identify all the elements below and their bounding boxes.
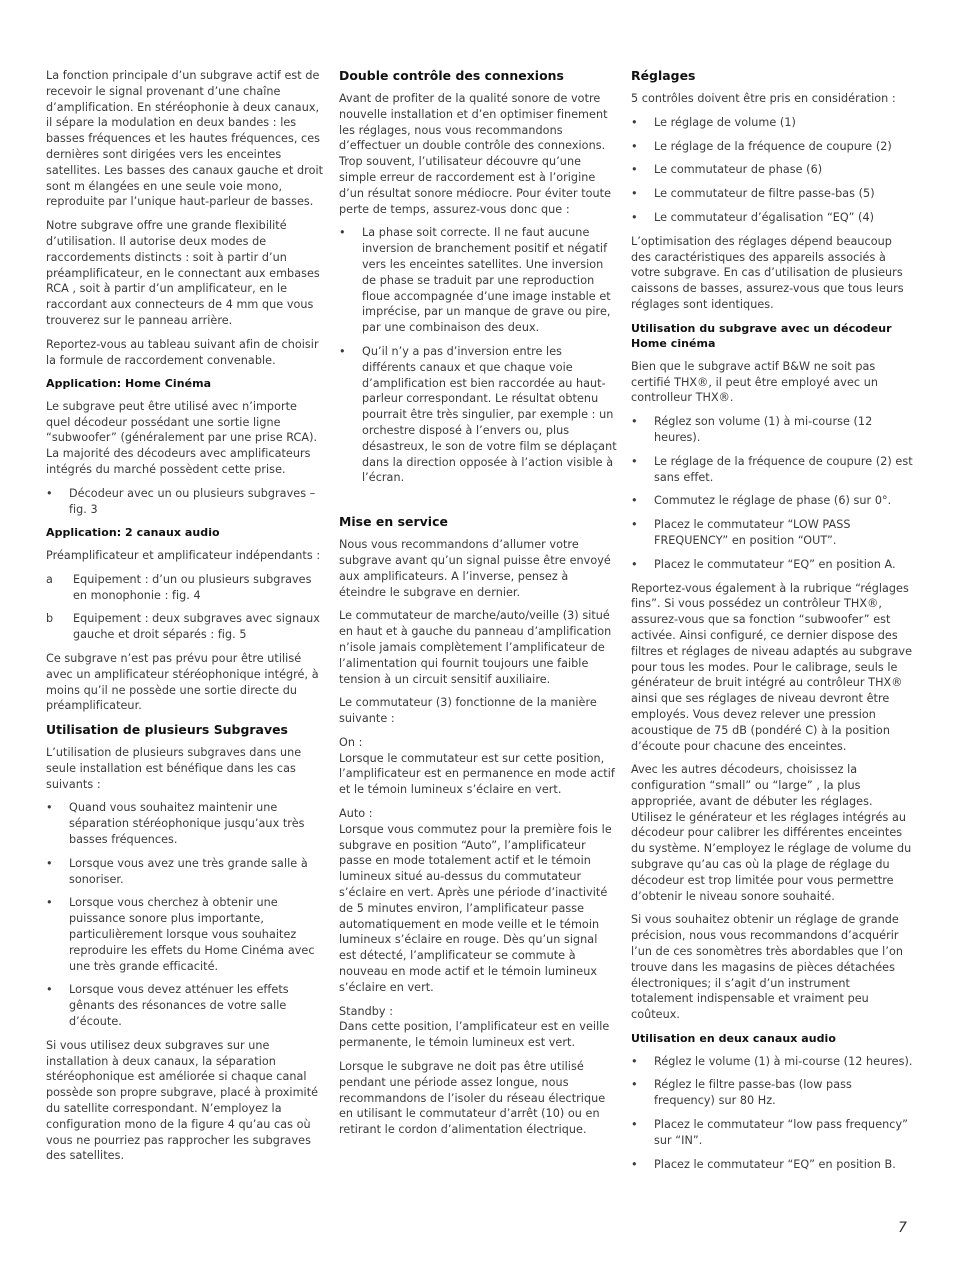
mode-auto	[339, 806, 617, 996]
mode-auto-text: Lorsque vous commutez pour la première fois le subgrave en position “Auto”, l’amplificateur passe en mode totalement actif et le témoin lumineux situé au-dessus du commutateur s’éclaire en vert. Après une période d’inactivité de 5 minutes environ, l’amplificateur passe automatiquement en mode veille et le témoin lumineux s’éclaire en rouge. Dès qu’un signal est détecté, l’amplificateur se commute à nouveau en mode actif et le témoin lumineux s’éclaire en vert.	[339, 822, 612, 994]
bullet-list	[631, 115, 913, 226]
list-item-text: Lorsque vous cherchez à obtenir une puissance sonore plus importante, particulièrement lorsque vous souhaitez reproduire les effets du Home Cinéma avec une très grande efficacité.	[69, 896, 315, 973]
list-item	[46, 486, 324, 518]
list-item	[631, 115, 913, 131]
paragraph: Le subgrave peut être utilisé avec n’importe quel décodeur possédant une sortie ligne “subwoofer” (généralement par une prise RCA). La majorité des décodeurs avec amplificateurs intégrés du marché possèdent cette prise.	[46, 399, 318, 477]
paragraph: L’utilisation de plusieurs subgraves dans une seule installation est bénéfique dans les cas suivants :	[46, 746, 302, 791]
list-item	[46, 611, 324, 643]
mode-auto-label: Auto :	[339, 807, 373, 821]
list-item-text: Le réglage de la fréquence de coupure (2) est sans effet.	[654, 454, 913, 484]
paragraph: Le commutateur (3) fonctionne de la manière suivante :	[339, 696, 597, 726]
paragraph: Reportez-vous également à la rubrique “réglages fins”. Si vous possédez un contrôleur THX®, assurez-vous que sa fonction “subwoofer” est activée. Ainsi configuré, ce dernier dispose des filtres et réglages de niveau adaptés au subgrave pour tous les modes. Pour le calibrage, seuls le générateur de bruit intégré au contrôleur THX® ainsi que ses réglages de niveau devront être employés. Vous devez relever une pression acoustique de 75 dB (pondéré C) à la position d’écoute pour chacune des enceintes.	[631, 581, 913, 753]
list-item	[631, 1117, 913, 1149]
paragraph: Lorsque le subgrave ne doit pas être utilisé pendant une période assez longue, nous recommandons de l’isoler du réseau électrique en utilisant le commutateur d’arrêt (10) ou en retirant le cordon d’alimentation électrique.	[339, 1060, 606, 1137]
list-item-text: Qu’il n’y a pas d’inversion entre les différents canaux et que chaque voie d’amplification est bien raccordée au haut-parleur correspondant. Le résultat obtenu pourrait être très singulier, par exemple : un orchestre disposé à l’envers ou, plus désastreux, le son de votre film se déplaçant dans la direction opposée à l’action visible à l’écran.	[362, 344, 617, 485]
list-item	[631, 1077, 913, 1109]
paragraph: Reportez-vous au tableau suivant afin de choisir la formule de raccordement convenable.	[46, 337, 319, 367]
list-item	[631, 162, 913, 178]
column-3	[631, 68, 913, 1180]
list-item	[631, 454, 913, 486]
paragraph: Le commutateur de marche/auto/veille (3) situé en haut et à gauche du panneau d’amplification n’isole jamais complètement l’amplificateur de l’alimentation qui fournit toujours une faible tension à un circuit sensitif auxiliaire.	[339, 609, 612, 686]
list-item	[339, 344, 617, 486]
subheading-decodeur: Utilisation du subgrave avec un décodeur Home cinéma	[631, 321, 892, 351]
bullet-marker: •	[631, 494, 638, 508]
bullet-list	[46, 800, 324, 1029]
list-item	[46, 856, 324, 888]
heading-reglages: Réglages	[631, 68, 696, 83]
column-2	[339, 68, 617, 1146]
bullet-list	[631, 414, 913, 572]
mode-standby-text: Dans cette position, l’amplificateur est en veille permanente, le témoin lumineux est vert.	[339, 1020, 610, 1050]
list-item	[339, 225, 617, 336]
bullet-marker: •	[46, 896, 53, 910]
list-item-text: Placez le commutateur “LOW PASS FREQUENCY” en position “OUT”.	[654, 518, 851, 547]
bullet-list	[631, 1054, 913, 1173]
list-item-text: Commutez le réglage de phase (6) sur 0°.	[654, 494, 892, 508]
list-item-text: La phase soit correcte. Il ne faut aucune inversion de branchement positif et négatif vers les enceintes satellites. Une inversion de phase se traduit par une reproduction floue accompagnée d’une image instable et imprécise, par un manque de grave ou pire, par une combinaison des deux.	[362, 226, 611, 335]
bullet-marker: •	[631, 1078, 638, 1092]
subheading-deux-canaux: Utilisation en deux canaux audio	[631, 1032, 836, 1046]
paragraph: L’optimisation des réglages dépend beaucoup des caractéristiques des appareils associés à votre subgrave. En cas d’utilisation de plusieurs caissons de basses, assurez-vous que tous leurs réglages sont identiques.	[631, 234, 904, 311]
list-item	[631, 139, 913, 155]
heading-double-controle: Double contrôle des connexions	[339, 68, 564, 83]
list-item	[46, 982, 324, 1029]
list-item-text: Le commutateur d’égalisation “EQ” (4)	[654, 210, 875, 224]
bullet-marker: •	[631, 1054, 638, 1068]
list-item-text: Réglez le volume (1) à mi-course (12 heures).	[654, 1054, 913, 1068]
list-item-text: Placez le commutateur “low pass frequency” sur “IN”.	[654, 1117, 908, 1147]
bullet-marker: •	[339, 226, 346, 240]
bullet-marker: •	[631, 115, 638, 129]
bullet-list	[339, 225, 617, 486]
paragraph: La fonction principale d’un subgrave actif est de recevoir le signal provenant d’une chaîne d’amplification. En stéréophonie à deux canaux, il sépare la modulation en deux bandes : les basses fréquences et les hautes fréquences, ces dernières sont dirigées vers les enceintes satellites. Les basses des canaux gauche et droit sont m élangées en une seule voie mono, reproduite par l’unique haut-parleur de basses.	[46, 69, 324, 209]
bullet-marker: •	[631, 163, 638, 177]
paragraph: Notre subgrave offre une grande flexibilité d’utilisation. Il autorise deux modes de raccordements distincts : soit à partir d’un préamplificateur, en le connectant aux embases RCA , soit à partir d’un amplificateur, en le raccordant aux connecteurs de 4 mm que vous trouverez sur le panneau arrière.	[46, 219, 320, 327]
paragraph: Nous vous recommandons d’allumer votre subgrave avant qu’un signal puisse être envoyé aux amplificateurs. A l’inverse, pensez à éteindre le subgrave en dernier.	[339, 538, 611, 599]
list-item-text: Equipement : deux subgraves avec signaux gauche et droit séparés : fig. 5	[73, 612, 320, 642]
bullet-marker: •	[631, 139, 638, 153]
list-item	[631, 1157, 913, 1173]
spacer	[339, 494, 617, 514]
mode-on-text: Lorsque le commutateur est sur cette position, l’amplificateur est en permanence en mode actif et le témoin lumineux s’éclaire en vert.	[339, 751, 615, 797]
subheading-home-cinema: Application: Home Cinéma	[46, 377, 212, 391]
bullet-marker: •	[339, 344, 346, 358]
list-letter: a	[46, 572, 53, 586]
paragraph: Si vous souhaitez obtenir un réglage de grande précision, nous vous recommandons d’acquérir l’un de ces sonomètres très abordables que l’on trouve dans les magasins de pièces détachées électroniques; il s’agit d’un instrument totalement indispensable et vraiment peu coûteux.	[631, 913, 903, 1022]
bullet-marker: •	[631, 1157, 638, 1171]
bullet-marker: •	[631, 518, 638, 532]
list-item	[631, 186, 913, 202]
bullet-marker: •	[631, 187, 638, 201]
list-item-text: Le réglage de volume (1)	[654, 115, 796, 129]
list-item-text: Placez le commutateur “EQ” en position A.	[654, 557, 896, 571]
list-item	[631, 517, 913, 549]
bullet-marker: •	[46, 983, 53, 997]
list-letter: b	[46, 612, 54, 626]
list-item	[46, 895, 324, 974]
subheading-2-canaux: Application: 2 canaux audio	[46, 526, 220, 540]
list-item-text: Le commutateur de filtre passe-bas (5)	[654, 187, 875, 201]
paragraph: Si vous utilisez deux subgraves sur une installation à deux canaux, la séparation stéréophonique est améliorée si chaque canal possède son propre subgrave, placé à proximité du satellite correspondant. N’employez la configuration mono de la figure 4 qu’au cas où vous ne pourriez pas rapprocher les subgraves des satellites.	[46, 1038, 319, 1163]
heading-plusieurs-subgraves: Utilisation de plusieurs Subgraves	[46, 722, 288, 738]
list-item	[631, 1054, 913, 1070]
list-item	[631, 557, 913, 573]
bullet-marker: •	[46, 856, 53, 870]
list-item-text: Réglez son volume (1) à mi-course (12 heures).	[654, 415, 873, 444]
bullet-marker: •	[631, 415, 638, 429]
bullet-marker: •	[631, 454, 638, 468]
paragraph: Ce subgrave n’est pas prévu pour être utilisé avec un amplificateur stéréophonique intégré, à moins qu’il ne possède une sortie directe du préamplificateur.	[46, 651, 319, 713]
list-item	[631, 493, 913, 509]
list-item-text: Lorsque vous avez une très grande salle à sonoriser.	[69, 856, 308, 886]
list-item-text: Quand vous souhaitez maintenir une séparation stéréophonique jusqu’aux très basses fréquences.	[69, 801, 305, 847]
bullet-marker: •	[631, 1117, 638, 1131]
list-item	[631, 210, 913, 226]
paragraph: Bien que le subgrave actif B&W ne soit pas certifié THX®, il peut être employé avec un controlleur THX®.	[631, 359, 878, 405]
list-item-text: Le commutateur de phase (6)	[654, 163, 823, 177]
list-item	[46, 572, 324, 604]
mode-standby-label: Standby :	[339, 1004, 394, 1018]
mode-on-label: On :	[339, 735, 363, 749]
list-item-text: Lorsque vous devez atténuer les effets gênants des résonances de votre salle d’écoute.	[69, 983, 289, 1029]
list-item-text: Placez le commutateur “EQ” en position B.	[654, 1157, 896, 1171]
bullet-marker: •	[631, 557, 638, 571]
list-item	[631, 414, 913, 446]
list-item-text: Le réglage de la fréquence de coupure (2)	[654, 139, 892, 153]
column-1	[46, 68, 324, 1172]
paragraph: Préamplificateur et amplificateur indépendants :	[46, 548, 321, 562]
paragraph: Avec les autres décodeurs, choisissez la configuration “small” ou “large” , la plus appropriée, avant de débuter les réglages. Utilisez le générateur et les réglages intégrés au décodeur pour calibrer les différentes enceintes du système. N’employez le réglage de volume du subgrave qu’au cas où la plage de réglage du décodeur est trop limitée pour vous permettre d’obtenir le niveau sonore souhaité.	[631, 763, 912, 903]
mode-standby	[339, 1004, 617, 1051]
bullet-marker: •	[46, 486, 53, 500]
mode-on	[339, 735, 617, 798]
bullet-list	[46, 486, 324, 518]
paragraph: 5 contrôles doivent être pris en considération :	[631, 92, 896, 105]
list-item-text: Réglez le filtre passe-bas (low pass frequency) sur 80 Hz.	[654, 1078, 852, 1108]
lettered-list	[46, 572, 324, 643]
heading-mise-en-service: Mise en service	[339, 514, 448, 530]
bullet-marker: •	[46, 801, 53, 815]
page-number: 7	[898, 1220, 907, 1236]
list-item-text: Décodeur avec un ou plusieurs subgraves – fig. 3	[69, 486, 316, 516]
list-item	[46, 800, 324, 847]
list-item-text: Equipement : d’un ou plusieurs subgraves en monophonie : fig. 4	[73, 572, 312, 602]
paragraph: Avant de profiter de la qualité sonore de votre nouvelle installation et d’en optimiser finement les réglages, nous vous recommandons d’effectuer un double contrôle des connexions. Trop souvent, l’utilisateur découvre qu’une simple erreur de raccordement est à l’origine d’un résultat sonore médiocre. Pour éviter toute perte de temps, assurez-vous donc que :	[339, 92, 612, 216]
bullet-marker: •	[631, 210, 638, 224]
